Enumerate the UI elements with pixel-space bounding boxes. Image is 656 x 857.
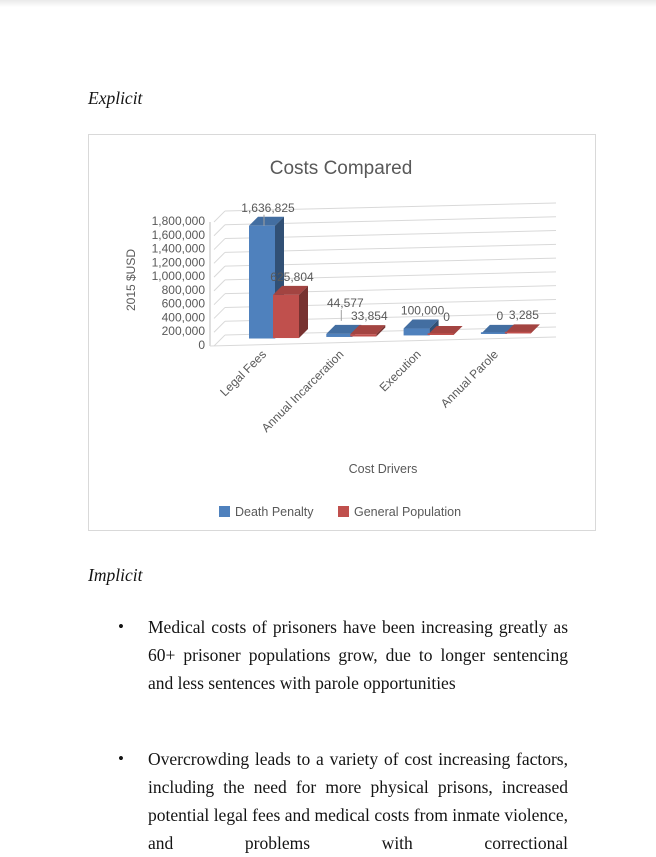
bullet-marker: • bbox=[118, 749, 124, 768]
bar-front bbox=[428, 333, 454, 335]
y-axis-title: 2015 $USD bbox=[124, 248, 138, 312]
chart-title: Costs Compared bbox=[269, 158, 413, 179]
heading-implicit: Implicit bbox=[88, 565, 143, 585]
bar-front bbox=[273, 295, 299, 338]
category-label: Annual Parole bbox=[437, 347, 502, 411]
y-tick-label: 600,000 bbox=[161, 296, 205, 311]
data-label: 625,804 bbox=[270, 269, 314, 284]
gridline-hatch bbox=[214, 307, 225, 318]
bar-front bbox=[326, 334, 352, 337]
bar-side bbox=[299, 286, 308, 338]
data-label: 1,636,825 bbox=[241, 200, 295, 215]
gridline-hatch bbox=[214, 335, 225, 346]
bullet-item bbox=[118, 613, 568, 697]
legend-label-general-population: General Population bbox=[354, 505, 462, 519]
y-tick-label: 1,200,000 bbox=[151, 255, 205, 270]
category-label: Legal Fees bbox=[217, 347, 270, 400]
page-top-shadow bbox=[0, 0, 656, 7]
y-tick-label: 1,600,000 bbox=[151, 227, 205, 242]
chart-figure bbox=[88, 134, 596, 531]
bar-front bbox=[404, 329, 430, 336]
x-axis-title: Cost Drivers bbox=[348, 462, 418, 476]
bar-front bbox=[481, 332, 507, 334]
y-tick-label: 800,000 bbox=[161, 282, 205, 297]
heading-explicit: Explicit bbox=[88, 88, 143, 108]
bar-front bbox=[350, 334, 376, 336]
legend-swatch-general-population bbox=[338, 506, 349, 517]
data-label: 44,577 bbox=[326, 295, 364, 310]
gridline-hatch bbox=[214, 321, 225, 332]
y-tick-label: 400,000 bbox=[161, 310, 205, 325]
category-label: Execution bbox=[376, 347, 424, 395]
gridline-hatch bbox=[214, 266, 225, 277]
y-tick-label: 1,800,000 bbox=[151, 214, 205, 228]
gridline-hatch bbox=[214, 280, 225, 291]
legend-swatch-death-penalty bbox=[219, 506, 230, 517]
category-label: Annual Incarceration bbox=[258, 347, 347, 435]
costs-compared-chart bbox=[89, 135, 595, 530]
gridline-hatch bbox=[214, 225, 225, 236]
gridline-hatch bbox=[214, 239, 225, 250]
y-tick-label: 1,000,000 bbox=[151, 269, 205, 284]
legend-label-death-penalty: Death Penalty bbox=[235, 505, 314, 519]
bullet-text: Overcrowding leads to a variety of cost increasing factors, including the need for more physical prisons, increased potential legal fees and medical costs from inmate violence, and problems with correctional bbox=[148, 749, 568, 853]
bar-front bbox=[505, 332, 531, 334]
y-tick-label: 1,400,000 bbox=[151, 241, 205, 256]
data-label: 100,000 bbox=[400, 303, 445, 318]
bullet-item bbox=[118, 745, 568, 857]
bullet-text: Medical costs of prisoners have been increasing greatly as 60+ prisoner populations grow, due to longer sentencing and less sentences with parole opportunities bbox=[148, 617, 568, 693]
y-tick-label: 200,000 bbox=[161, 324, 205, 339]
y-tick-label: 0 bbox=[198, 338, 205, 352]
data-label: 0 bbox=[443, 309, 450, 324]
gridline-hatch bbox=[214, 252, 225, 263]
gridline-hatch bbox=[214, 294, 225, 305]
gridline-hatch bbox=[214, 211, 225, 222]
data-label: 3,285 bbox=[508, 308, 539, 323]
data-label: 33,854 bbox=[350, 309, 388, 324]
data-label: 0 bbox=[496, 308, 504, 323]
bullet-marker: • bbox=[118, 617, 124, 636]
